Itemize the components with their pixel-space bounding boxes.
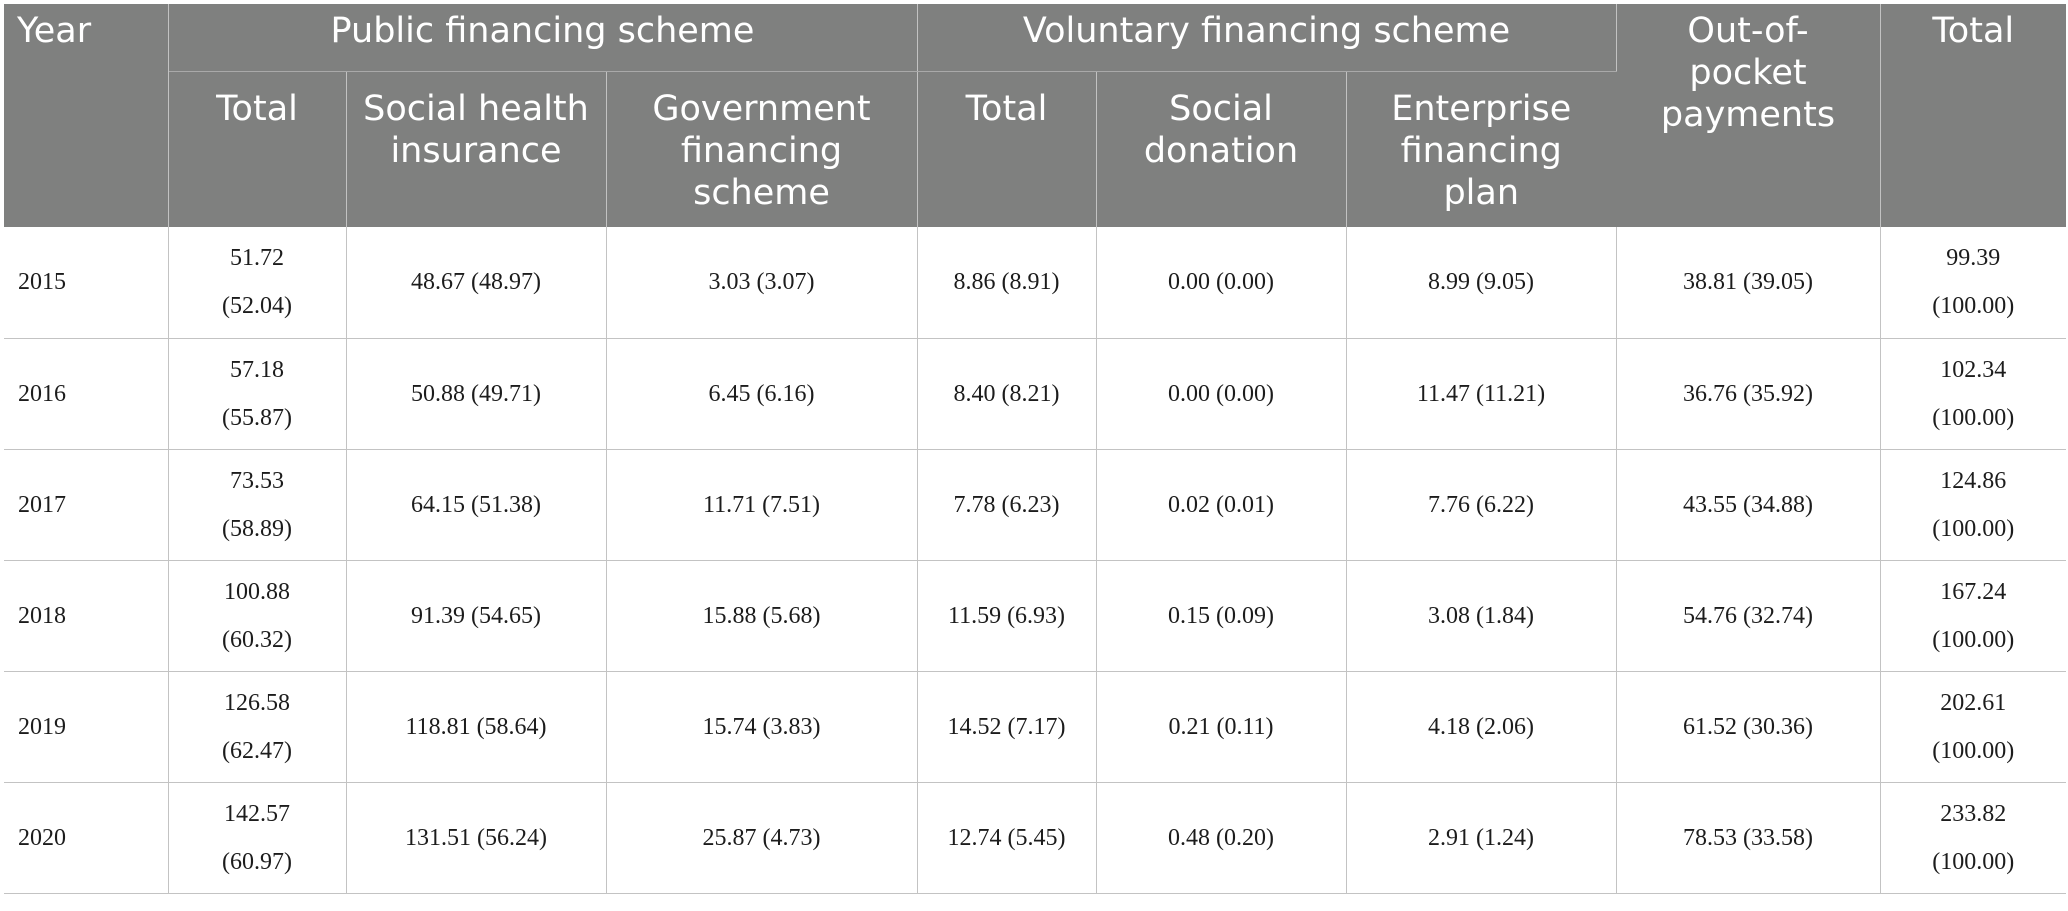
header-line: insurance	[390, 130, 562, 171]
government-financing-header	[606, 71, 917, 227]
out-of-pocket-cell: 43.55 (34.88)	[1616, 449, 1880, 560]
table-row	[4, 227, 2066, 338]
table-row	[4, 338, 2066, 449]
header-line: Social	[1169, 88, 1273, 129]
government-financing-cell: 3.03 (3.07)	[606, 227, 917, 338]
out-of-pocket-cell: 54.76 (32.74)	[1616, 560, 1880, 671]
enterprise-financing-cell: 3.08 (1.84)	[1346, 560, 1616, 671]
enterprise-financing-header	[1346, 71, 1616, 227]
social-donation-cell: 0.21 (0.11)	[1096, 671, 1346, 782]
social-donation-cell: 0.00 (0.00)	[1096, 338, 1346, 449]
cell-value: 73.53	[230, 467, 284, 494]
year-cell: 2016	[4, 338, 168, 449]
government-financing-cell: 15.74 (3.83)	[606, 671, 917, 782]
social-health-insurance-header	[346, 71, 606, 227]
total-cell	[1880, 338, 2066, 449]
header-line: pocket	[1689, 53, 1807, 93]
total-cell	[1880, 560, 2066, 671]
header-line: financing	[1400, 130, 1562, 171]
header-line: scheme	[693, 172, 830, 213]
public-total-cell	[168, 782, 346, 893]
public-total-cell	[168, 227, 346, 338]
table-body	[4, 227, 2066, 893]
header-row-groups	[4, 4, 2066, 71]
enterprise-financing-cell: 2.91 (1.24)	[1346, 782, 1616, 893]
social-donation-cell: 0.15 (0.09)	[1096, 560, 1346, 671]
cell-value: 100.88	[224, 578, 290, 605]
header-line: Government	[652, 88, 871, 129]
voluntary-financing-header: Voluntary financing scheme	[917, 4, 1616, 71]
enterprise-financing-cell: 7.76 (6.22)	[1346, 449, 1616, 560]
cell-value: 99.39	[1946, 245, 2001, 272]
out-of-pocket-header	[1616, 4, 1880, 227]
cell-value: 124.86	[1940, 467, 2007, 494]
enterprise-financing-cell: 4.18 (2.06)	[1346, 671, 1616, 782]
cell-value: 142.57	[224, 800, 290, 827]
cell-percent: (100.00)	[1932, 626, 2015, 653]
table-row	[4, 671, 2066, 782]
cell-value: 202.61	[1940, 689, 2007, 716]
social-health-insurance-cell: 131.51 (56.24)	[346, 782, 606, 893]
social-health-insurance-cell: 48.67 (48.97)	[346, 227, 606, 338]
year-cell: 2020	[4, 782, 168, 893]
cell-percent: (60.97)	[222, 848, 292, 875]
social-health-insurance-cell: 118.81 (58.64)	[346, 671, 606, 782]
out-of-pocket-cell: 78.53 (33.58)	[1616, 782, 1880, 893]
header-line: Out-of-	[1687, 11, 1809, 51]
year-cell: 2017	[4, 449, 168, 560]
out-of-pocket-cell: 61.52 (30.36)	[1616, 671, 1880, 782]
table-row	[4, 449, 2066, 560]
enterprise-financing-cell: 11.47 (11.21)	[1346, 338, 1616, 449]
voluntary-total-cell: 8.40 (8.21)	[917, 338, 1096, 449]
cell-value: 233.82	[1940, 800, 2007, 827]
cell-percent: (100.00)	[1932, 404, 2015, 431]
header-line: plan	[1443, 172, 1520, 213]
year-cell: 2015	[4, 227, 168, 338]
government-financing-cell: 25.87 (4.73)	[606, 782, 917, 893]
table-row	[4, 560, 2066, 671]
header-line: Enterprise	[1391, 88, 1572, 129]
public-total-cell	[168, 338, 346, 449]
year-cell: 2019	[4, 671, 168, 782]
total-cell	[1880, 782, 2066, 893]
total-header: Total	[1880, 4, 2066, 227]
cell-percent: (62.47)	[222, 737, 292, 764]
year-cell: 2018	[4, 560, 168, 671]
cell-percent: (58.89)	[222, 515, 292, 542]
header-line: payments	[1660, 95, 1836, 135]
total-cell	[1880, 449, 2066, 560]
total-cell	[1880, 227, 2066, 338]
header-line: Social health	[363, 88, 589, 129]
social-donation-header	[1096, 71, 1346, 227]
cell-percent: (100.00)	[1932, 293, 2015, 320]
public-total-header: Total	[168, 71, 346, 227]
header-line: donation	[1143, 130, 1299, 171]
cell-value: 167.24	[1940, 578, 2007, 605]
voluntary-total-cell: 12.74 (5.45)	[917, 782, 1096, 893]
cell-value: 57.18	[230, 356, 284, 383]
social-health-insurance-cell: 50.88 (49.71)	[346, 338, 606, 449]
voluntary-total-cell: 8.86 (8.91)	[917, 227, 1096, 338]
voluntary-total-cell: 14.52 (7.17)	[917, 671, 1096, 782]
total-cell	[1880, 671, 2066, 782]
cell-percent: (55.87)	[222, 404, 292, 431]
cell-percent: (60.32)	[222, 626, 292, 653]
cell-value: 51.72	[230, 245, 284, 272]
social-donation-cell: 0.00 (0.00)	[1096, 227, 1346, 338]
government-financing-cell: 11.71 (7.51)	[606, 449, 917, 560]
cell-percent: (100.00)	[1932, 515, 2015, 542]
social-health-insurance-cell: 64.15 (51.38)	[346, 449, 606, 560]
out-of-pocket-cell: 36.76 (35.92)	[1616, 338, 1880, 449]
year-header: Year	[4, 4, 168, 227]
social-donation-cell: 0.48 (0.20)	[1096, 782, 1346, 893]
table-header	[4, 4, 2066, 227]
public-total-cell	[168, 560, 346, 671]
voluntary-total-cell: 7.78 (6.23)	[917, 449, 1096, 560]
cell-percent: (52.04)	[222, 293, 292, 320]
out-of-pocket-cell: 38.81 (39.05)	[1616, 227, 1880, 338]
cell-value: 126.58	[224, 689, 290, 716]
voluntary-total-header: Total	[917, 71, 1096, 227]
header-line: financing	[680, 130, 843, 171]
cell-percent: (100.00)	[1932, 737, 2015, 764]
financing-table	[4, 4, 2066, 894]
government-financing-cell: 15.88 (5.68)	[606, 560, 917, 671]
government-financing-cell: 6.45 (6.16)	[606, 338, 917, 449]
cell-percent: (100.00)	[1932, 848, 2015, 875]
enterprise-financing-cell: 8.99 (9.05)	[1346, 227, 1616, 338]
social-donation-cell: 0.02 (0.01)	[1096, 449, 1346, 560]
voluntary-total-cell: 11.59 (6.93)	[917, 560, 1096, 671]
public-total-cell	[168, 671, 346, 782]
cell-value: 102.34	[1940, 356, 2007, 383]
public-financing-header: Public financing scheme	[168, 4, 917, 71]
social-health-insurance-cell: 91.39 (54.65)	[346, 560, 606, 671]
table-row	[4, 782, 2066, 893]
public-total-cell	[168, 449, 346, 560]
